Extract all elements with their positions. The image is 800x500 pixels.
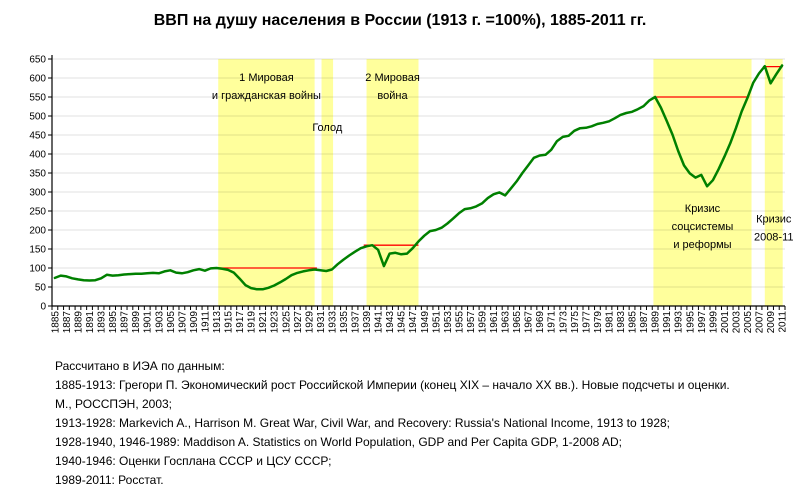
x-axis-label: 1931 <box>315 311 327 334</box>
y-axis-label: 150 <box>29 244 46 256</box>
band-label: Голод <box>312 122 343 135</box>
x-axis-label: 1965 <box>512 311 524 334</box>
x-axis-label: 1957 <box>465 311 477 334</box>
x-axis-label: 1951 <box>431 311 443 334</box>
x-axis-label: 1975 <box>569 311 581 334</box>
x-axis-label: 1915 <box>223 311 235 334</box>
x-axis-label: 1925 <box>281 311 293 334</box>
y-axis-label: 200 <box>29 225 46 237</box>
x-axis-label: 1887 <box>61 311 73 334</box>
y-axis-label: 550 <box>29 92 46 104</box>
x-axis-label: 1971 <box>546 311 558 334</box>
x-axis-label: 1907 <box>177 311 189 334</box>
x-axis-label: 1923 <box>269 311 281 334</box>
y-axis-label: 300 <box>29 187 46 199</box>
band-label: 1 Мировая <box>239 72 294 85</box>
x-axis-label: 1995 <box>685 311 697 334</box>
y-axis-label: 600 <box>29 73 46 85</box>
x-axis-label: 1927 <box>292 311 304 334</box>
x-axis-label: 2005 <box>743 311 754 334</box>
x-axis-label: 1945 <box>396 311 408 334</box>
x-axis-label: 1895 <box>108 311 120 334</box>
source-note-line: 1940-1946: Оценки Госплана СССР и ЦСУ СССР; <box>55 454 332 468</box>
x-axis-label: 1897 <box>119 311 131 334</box>
x-axis-label: 1917 <box>235 311 247 334</box>
y-axis-label: 400 <box>29 149 46 161</box>
x-axis-label: 1929 <box>304 311 316 334</box>
band-label: война <box>377 90 408 103</box>
source-note-line: М., РОССПЭН, 2003; <box>55 397 173 411</box>
y-axis-label: 50 <box>34 282 46 294</box>
x-axis-label: 1889 <box>73 311 85 334</box>
x-axis-label: 1901 <box>142 311 154 334</box>
x-axis-label: 1991 <box>662 311 674 334</box>
x-axis-label: 1989 <box>650 311 662 334</box>
x-axis-label: 1905 <box>165 311 177 334</box>
x-axis-label: 1899 <box>131 311 143 334</box>
x-axis-label: 1903 <box>154 311 166 334</box>
x-axis-label: 1955 <box>454 311 466 334</box>
x-axis-label: 2009 <box>766 311 778 334</box>
x-axis-label: 1999 <box>708 311 720 334</box>
band-label: соцсистемы <box>671 221 734 234</box>
x-axis-label: 2011 <box>777 311 789 333</box>
x-axis-label: 1941 <box>373 311 385 334</box>
y-axis-label: 350 <box>29 168 46 180</box>
x-axis-label: 2007 <box>754 311 766 334</box>
y-axis-label: 250 <box>29 206 46 218</box>
highlight-band <box>765 59 783 306</box>
x-axis-label: 1987 <box>639 311 651 334</box>
x-axis-label: 1949 <box>419 311 431 334</box>
x-axis-label: 2001 <box>719 311 731 334</box>
x-axis-label: 1921 <box>258 311 270 334</box>
x-axis-label: 1993 <box>673 311 685 334</box>
x-axis-label: 1935 <box>339 311 350 334</box>
x-axis-label: 1959 <box>477 311 489 334</box>
band-label: и гражданская войны <box>211 90 321 103</box>
source-note-line: 1885-1913: Грегори П. Экономический рост Российской Империи (конец XIX – начало XX вв.). Новые подсчеты и оценки. <box>55 378 730 392</box>
y-axis-label: 650 <box>29 54 46 66</box>
x-axis-label: 1909 <box>188 311 200 334</box>
source-notes <box>55 357 785 490</box>
x-axis-label: 1937 <box>350 311 362 334</box>
x-axis-label: 1893 <box>96 311 108 334</box>
x-axis-label: 1939 <box>362 311 374 334</box>
x-axis-label: 1943 <box>385 311 397 334</box>
x-axis-label: 1983 <box>616 311 627 334</box>
chart-title: ВВП на душу населения в России (1913 г. =100%), 1885-2011 гг. <box>153 12 647 29</box>
band-label: 2 Мировая <box>365 72 420 85</box>
x-axis-label: 1963 <box>500 311 512 334</box>
x-axis-label: 1977 <box>581 311 593 334</box>
source-note-line: 1928-1940, 1946-1989: Maddison A. Statistics on World Population, GDP and Per Capita GDP, 1-2008 AD; <box>55 435 623 449</box>
band-label: и реформы <box>673 239 732 252</box>
x-axis-label: 1919 <box>246 311 258 334</box>
x-axis-label: 1969 <box>535 311 547 334</box>
x-axis-label: 1979 <box>592 311 604 334</box>
x-axis-label: 1891 <box>85 311 96 334</box>
y-axis-label: 450 <box>29 130 46 142</box>
x-axis-label: 1911 <box>200 311 212 333</box>
x-axis-label: 1947 <box>408 311 420 334</box>
band-label: 2008-11 <box>753 231 794 244</box>
band-label: Кризис <box>756 213 792 226</box>
x-axis-label: 1885 <box>50 311 62 334</box>
x-axis-label: 1953 <box>442 311 454 334</box>
source-note-line: 1989-2011: Росстат. <box>55 473 164 487</box>
source-note-line: 1913-1928: Markevich A., Harrison M. Great War, Civil War, and Recovery: Russia's National Income, 1913 to 1928; <box>55 416 671 430</box>
x-axis-label: 1961 <box>489 311 500 334</box>
x-axis-label: 1933 <box>327 311 339 334</box>
x-axis-label: 1985 <box>627 311 639 334</box>
x-axis-label: 1973 <box>558 311 570 334</box>
band-label: Кризис <box>684 203 721 216</box>
x-axis-label: 1997 <box>696 311 708 334</box>
x-axis-label: 1967 <box>523 311 535 334</box>
x-axis-label: 2003 <box>731 311 743 334</box>
y-axis-label: 0 <box>40 301 46 313</box>
y-axis-label: 100 <box>29 263 46 275</box>
y-axis-label: 500 <box>29 111 46 123</box>
source-note-line: Рассчитано в ИЭА по данным: <box>55 359 225 373</box>
highlight-band <box>653 59 751 306</box>
x-axis-label: 1981 <box>604 311 616 334</box>
x-axis-label: 1913 <box>212 311 223 334</box>
